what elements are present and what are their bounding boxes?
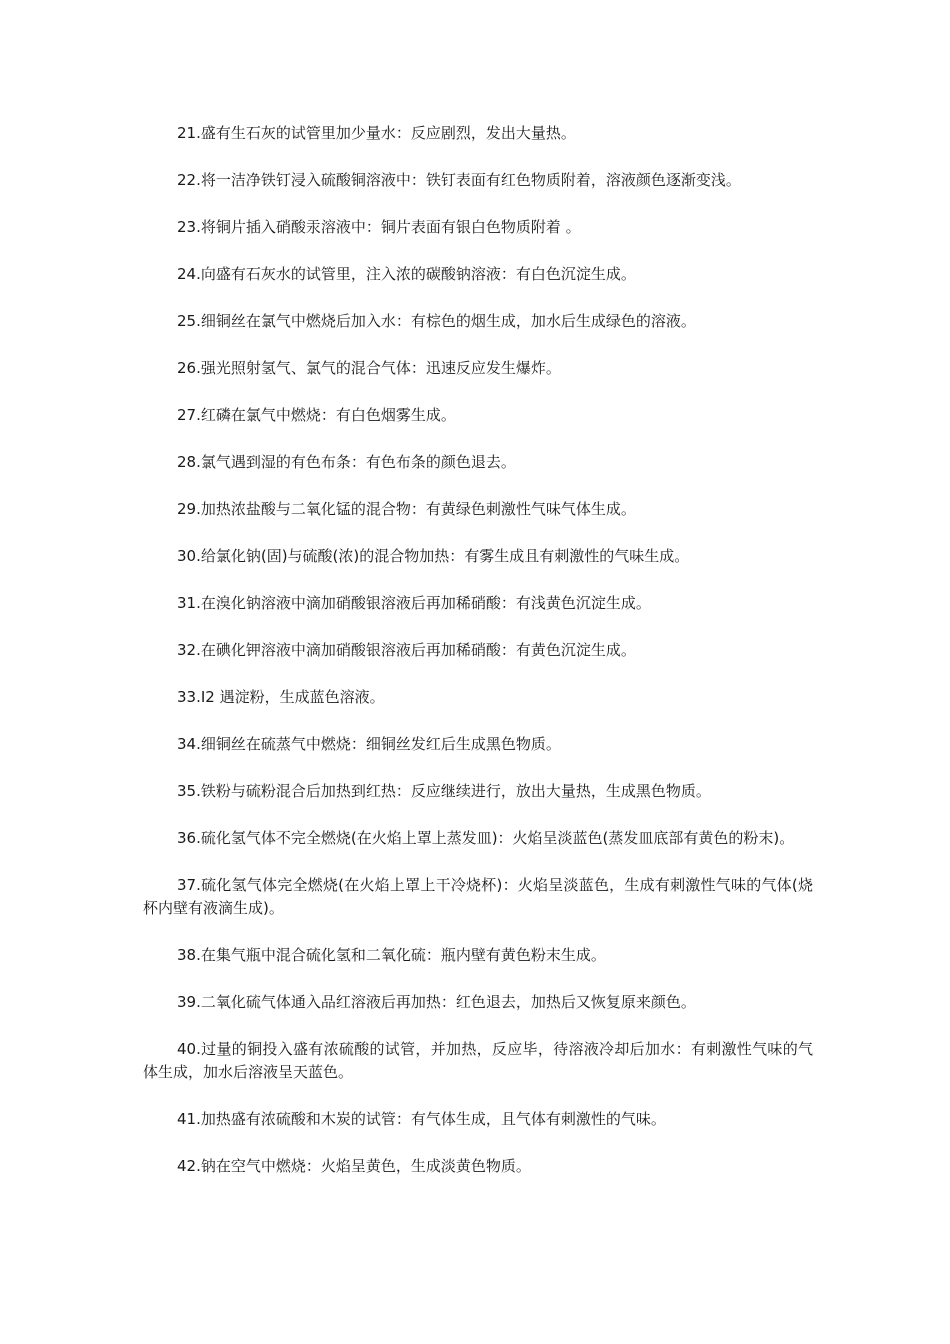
document-body	[143, 122, 813, 1178]
list-item: 34.细铜丝在硫蒸气中燃烧：细铜丝发红后生成黑色物质。	[177, 735, 561, 753]
list-item: 29.加热浓盐酸与二氧化锰的混合物：有黄绿色刺激性气味气体生成。	[177, 500, 636, 518]
list-item: 22.将一洁净铁钉浸入硫酸铜溶液中：铁钉表面有红色物质附着，溶液颜色逐渐变浅。	[177, 171, 741, 189]
list-item: 32.在碘化钾溶液中滴加硝酸银溶液后再加稀硝酸：有黄色沉淀生成。	[177, 641, 636, 659]
list-item: 23.将铜片插入硝酸汞溶液中：铜片表面有银白色物质附着 。	[177, 218, 581, 236]
list-item: 26.强光照射氢气、氯气的混合气体：迅速反应发生爆炸。	[177, 359, 561, 377]
list-item: 25.细铜丝在氯气中燃烧后加入水：有棕色的烟生成，加水后生成绿色的溶液。	[177, 312, 696, 330]
list-item: 27.红磷在氯气中燃烧：有白色烟雾生成。	[177, 406, 456, 424]
list-item: 40.过量的铜投入盛有浓硫酸的试管，并加热，反应毕，待溶液冷却后加水：有刺激性气味的气体生成，加水后溶液呈天蓝色。	[143, 1040, 813, 1081]
list-item: 39.二氧化硫气体通入品红溶液后再加热：红色退去，加热后又恢复原来颜色。	[177, 993, 696, 1011]
list-item: 35.铁粉与硫粉混合后加热到红热：反应继续进行，放出大量热，生成黑色物质。	[177, 782, 711, 800]
list-item: 24.向盛有石灰水的试管里，注入浓的碳酸钠溶液：有白色沉淀生成。	[177, 265, 636, 283]
list-item: 31.在溴化钠溶液中滴加硝酸银溶液后再加稀硝酸：有浅黄色沉淀生成。	[177, 594, 651, 612]
list-item: 37.硫化氢气体完全燃烧(在火焰上罩上干冷烧杯)：火焰呈淡蓝色，生成有刺激性气味的气体(烧杯内壁有液滴生成)。	[143, 876, 813, 917]
list-item: 28.氯气遇到湿的有色布条：有色布条的颜色退去。	[177, 453, 516, 471]
list-item: 42.钠在空气中燃烧：火焰呈黄色，生成淡黄色物质。	[177, 1157, 531, 1175]
list-item: 21.盛有生石灰的试管里加少量水：反应剧烈，发出大量热。	[177, 124, 576, 142]
list-item: 30.给氯化钠(固)与硫酸(浓)的混合物加热：有雾生成且有刺激性的气味生成。	[177, 547, 690, 565]
list-item: 36.硫化氢气体不完全燃烧(在火焰上罩上蒸发皿)：火焰呈淡蓝色(蒸发皿底部有黄色的粉末)。	[177, 829, 795, 847]
list-item: 33.I2 遇淀粉，生成蓝色溶液。	[177, 688, 385, 706]
list-item: 38.在集气瓶中混合硫化氢和二氧化硫：瓶内壁有黄色粉末生成。	[177, 946, 606, 964]
list-item: 41.加热盛有浓硫酸和木炭的试管：有气体生成，且气体有刺激性的气味。	[177, 1110, 666, 1128]
